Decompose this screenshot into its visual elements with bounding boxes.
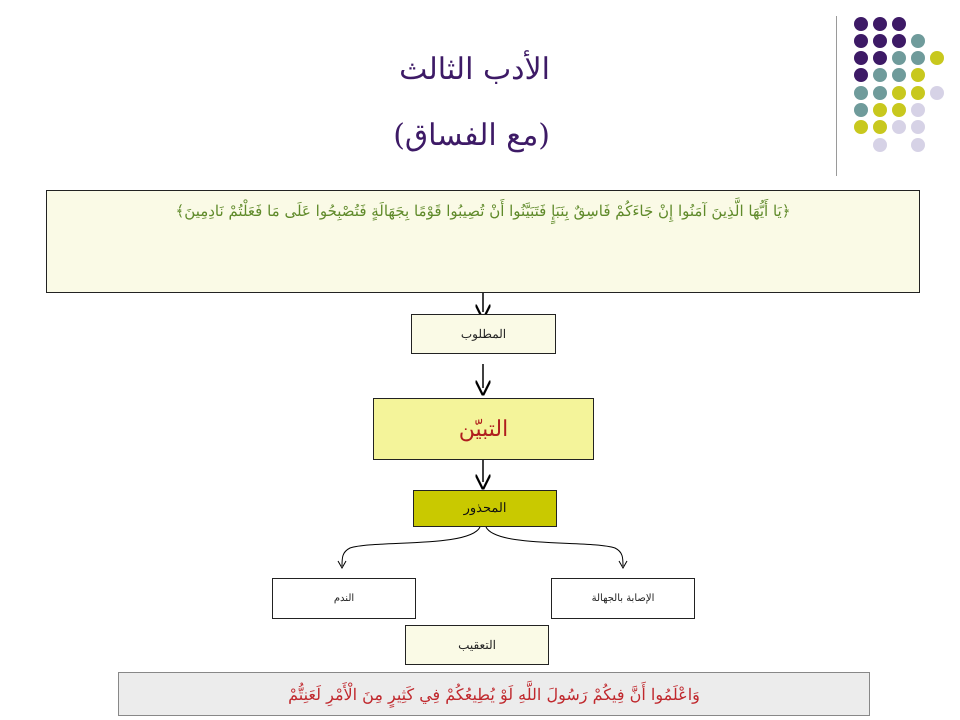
- regret-label: الندم: [333, 593, 355, 604]
- verification-box: [373, 398, 594, 460]
- brace-left: [342, 527, 480, 566]
- brace-right: [486, 527, 623, 566]
- bottom-verse-box: [118, 672, 870, 716]
- required-label: المطلوب: [460, 327, 507, 341]
- slide-title-line-1: الأدب الثالث: [399, 52, 550, 87]
- consequence-box: [405, 625, 549, 665]
- regret-box: [272, 578, 416, 619]
- verification-label: التبيّن: [458, 416, 509, 442]
- harm-ignorance-box: [551, 578, 695, 619]
- top-verse-text: ﴿يَا أَيُّهَا الَّذِينَ آمَنُوا إِنْ جَاءَكُمْ فَاسِقٌ بِنَبَإٍ فَتَبَيَّنُوا أَنْ تُصِيبُوا قَوْمًا بِجَهَالَةٍ فَتُصْبِحُوا عَلَى مَا فَعَلْتُمْ نَادِمِينَ﴾: [175, 202, 791, 220]
- consequence-label: التعقيب: [458, 638, 496, 652]
- bottom-verse-text: وَاعْلَمُوا أَنَّ فِيكُمْ رَسُولَ اللَّهِ لَوْ يُطِيعُكُمْ فِي كَثِيرٍ مِنَ الْأَمْرِ لَعَنِتُّمْ: [288, 684, 700, 704]
- slide-title-line-2: (مع الفساق): [393, 118, 550, 153]
- forbidden-label: المحذور: [463, 501, 507, 516]
- top-verse-box: [46, 190, 920, 293]
- forbidden-box: [413, 490, 557, 527]
- required-box: [411, 314, 556, 354]
- harm-ignorance-label: الإصابة بالجهالة: [591, 593, 655, 604]
